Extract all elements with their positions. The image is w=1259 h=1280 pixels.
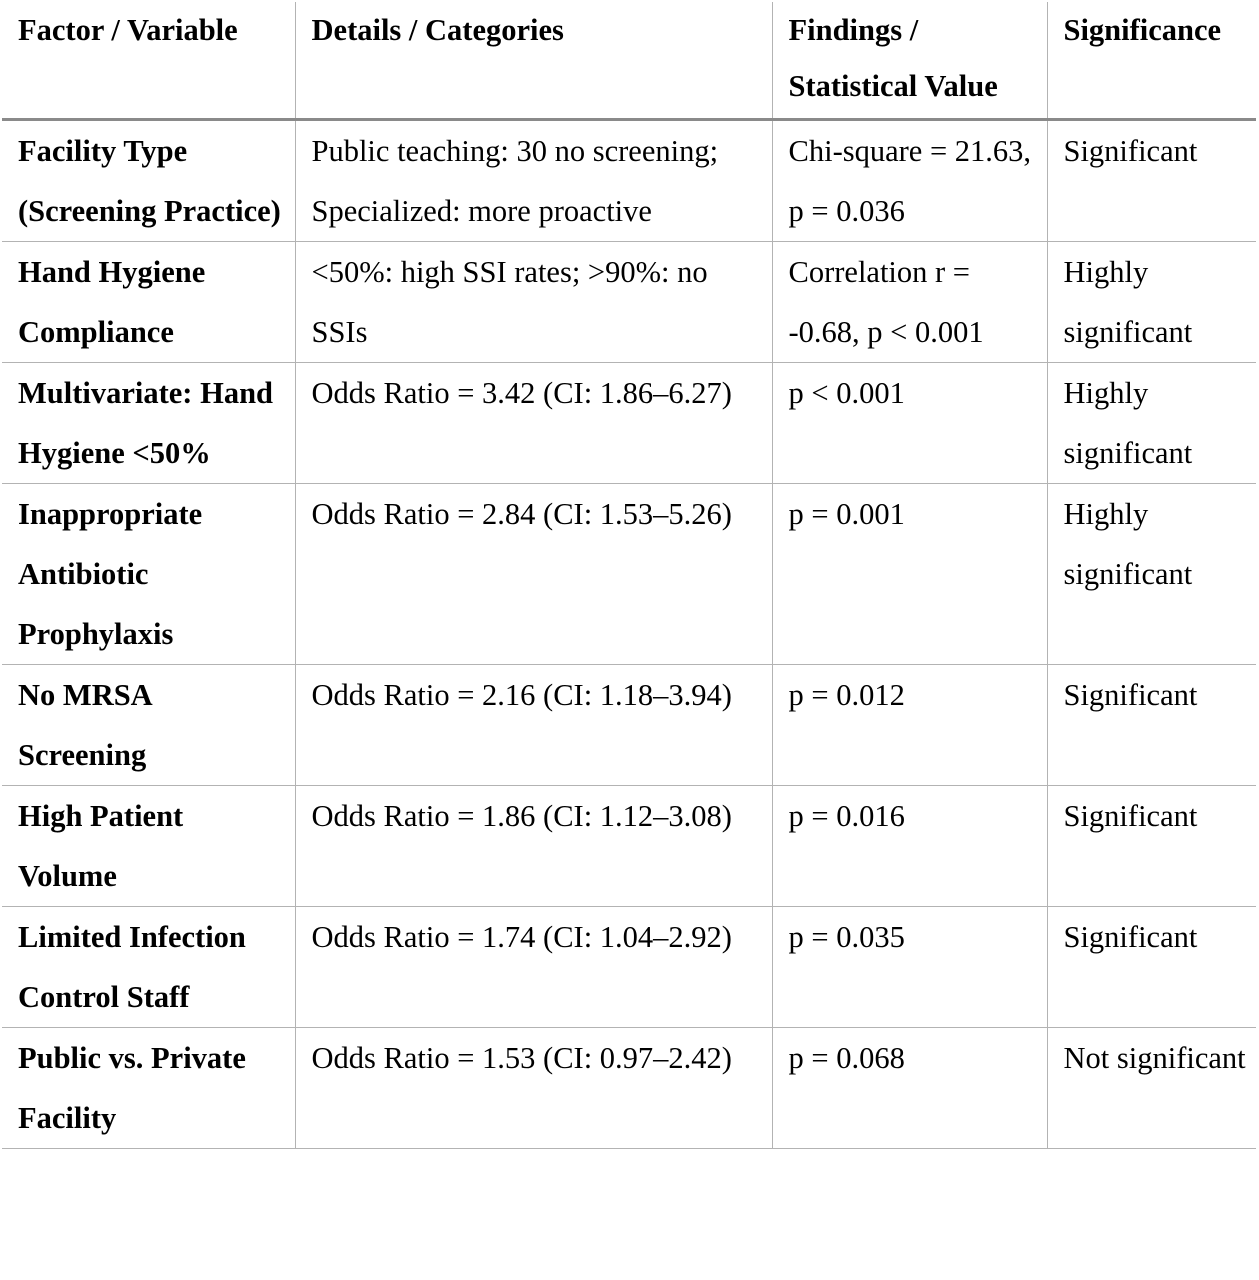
significance-cell: Significant	[1047, 665, 1256, 786]
details-cell: Odds Ratio = 3.42 (CI: 1.86–6.27)	[295, 363, 772, 484]
findings-cell: p = 0.035	[772, 907, 1047, 1028]
factor-cell: Public vs. Private Facility	[2, 1028, 295, 1149]
header-significance: Significance	[1047, 2, 1256, 120]
findings-cell: Chi-square = 21.63, p = 0.036	[772, 120, 1047, 242]
table-row	[2, 786, 1256, 907]
header-factor: Factor / Variable	[2, 2, 295, 120]
significance-cell: Significant	[1047, 907, 1256, 1028]
table-row	[2, 1028, 1256, 1149]
details-cell: Odds Ratio = 2.84 (CI: 1.53–5.26)	[295, 484, 772, 665]
factor-cell: Hand Hygiene Compliance	[2, 242, 295, 363]
table-row	[2, 484, 1256, 665]
table-row	[2, 665, 1256, 786]
table-row	[2, 242, 1256, 363]
table-row	[2, 907, 1256, 1028]
details-cell: Odds Ratio = 2.16 (CI: 1.18–3.94)	[295, 665, 772, 786]
findings-table	[2, 2, 1256, 1149]
factor-cell: Inappropriate Antibiotic Prophylaxis	[2, 484, 295, 665]
factor-cell: No MRSA Screening	[2, 665, 295, 786]
header-details: Details / Categories	[295, 2, 772, 120]
factor-cell: High Patient Volume	[2, 786, 295, 907]
factor-cell: Facility Type (Screening Practice)	[2, 120, 295, 242]
findings-cell: p = 0.068	[772, 1028, 1047, 1149]
factor-cell: Multivariate: Hand Hygiene <50%	[2, 363, 295, 484]
factor-cell: Limited Infection Control Staff	[2, 907, 295, 1028]
findings-cell: Correlation r = -0.68, p < 0.001	[772, 242, 1047, 363]
significance-cell: Not significant	[1047, 1028, 1256, 1149]
header-row	[2, 2, 1256, 120]
significance-cell: Highly significant	[1047, 242, 1256, 363]
table-row	[2, 120, 1256, 242]
findings-cell: p = 0.012	[772, 665, 1047, 786]
significance-cell: Highly significant	[1047, 484, 1256, 665]
table-row	[2, 363, 1256, 484]
significance-cell: Highly significant	[1047, 363, 1256, 484]
header-findings: Findings / Statistical Value	[772, 2, 1047, 120]
significance-cell: Significant	[1047, 120, 1256, 242]
findings-cell: p < 0.001	[772, 363, 1047, 484]
findings-cell: p = 0.001	[772, 484, 1047, 665]
findings-cell: p = 0.016	[772, 786, 1047, 907]
details-cell: <50%: high SSI rates; >90%: no SSIs	[295, 242, 772, 363]
details-cell: Odds Ratio = 1.86 (CI: 1.12–3.08)	[295, 786, 772, 907]
details-cell: Public teaching: 30 no screening; Specialized: more proactive	[295, 120, 772, 242]
significance-cell: Significant	[1047, 786, 1256, 907]
details-cell: Odds Ratio = 1.74 (CI: 1.04–2.92)	[295, 907, 772, 1028]
details-cell: Odds Ratio = 1.53 (CI: 0.97–2.42)	[295, 1028, 772, 1149]
